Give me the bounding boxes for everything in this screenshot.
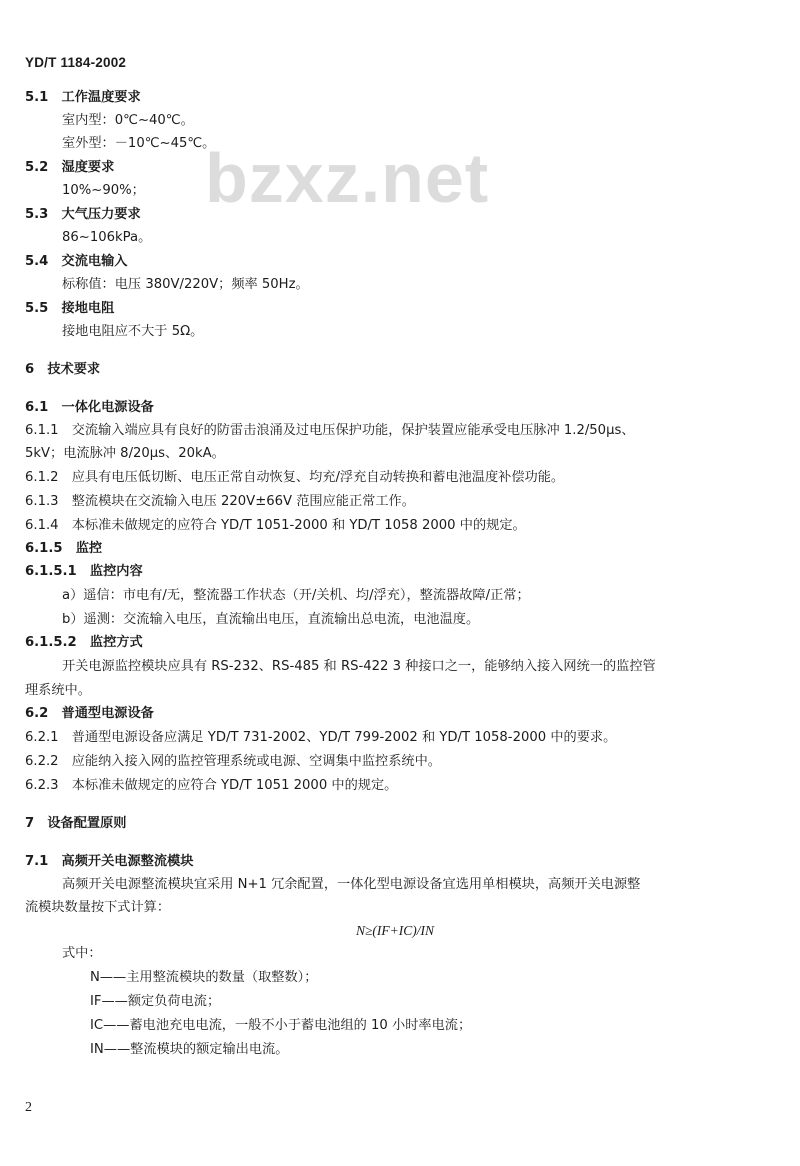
section-5-5-heading: 5.5 接地电阻: [25, 301, 115, 316]
section-5-3-heading: 5.3 大气压力要求: [25, 207, 141, 222]
grounding-line: 接地电阻应不大于 5Ω。: [62, 324, 204, 339]
section-5-1-heading: 5.1 工作温度要求: [25, 90, 141, 105]
clause-6-2-3: 6.2.3 本标准未做规定的应符合 YD/T 1051 2000 中的规定。: [25, 778, 398, 793]
clause-6-1-1-line-2: 5kV；电流脉冲 8/20μs、20kA。: [25, 446, 225, 461]
page-number: 2: [25, 1100, 32, 1115]
remote-measure-item: b）遥测：交流输入电压，直流输出电压，直流输出总电流，电池温度。: [62, 612, 480, 627]
variable-in-definition: IN——整流模块的额定输出电流。: [90, 1042, 289, 1057]
watermark-text: bzxz.net: [205, 139, 490, 217]
section-5-2-heading: 5.2 湿度要求: [25, 160, 115, 175]
clause-6-1-5-2-heading: 6.1.5.2 监控方式: [25, 635, 143, 650]
section-5-4-heading: 5.4 交流电输入: [25, 254, 128, 269]
clause-6-2-2: 6.2.2 应能纳入接入网的监控管理系统或电源、空调集中监控系统中。: [25, 754, 441, 769]
variable-n-definition: N——主用整流模块的数量（取整数）；: [90, 970, 318, 985]
clause-6-1-5-1-heading: 6.1.5.1 监控内容: [25, 564, 143, 579]
variable-if-definition: IF——额定负荷电流；: [90, 994, 221, 1009]
clause-6-1-4: 6.1.4 本标准未做规定的应符合 YD/T 1051-2000 和 YD/T 1058 2000 中的规定。: [25, 518, 526, 533]
clause-6-1-1-line-1: 6.1.1 交流输入端应具有良好的防雷击浪涌及过电压保护功能，保护装置应能承受电压脉冲 1.2/50μs、: [25, 423, 635, 438]
clause-6-1-3: 6.1.3 整流模块在交流输入电压 220V±66V 范围应能正常工作。: [25, 494, 415, 509]
clause-6-2-1: 6.2.1 普通型电源设备应满足 YD/T 731-2002、YD/T 799-2002 和 YD/T 1058-2000 中的要求。: [25, 730, 617, 745]
rectifier-count-formula: N≥(IF+IC)/IN: [356, 923, 435, 938]
monitoring-mode-line-2: 理系统中。: [25, 683, 91, 698]
ac-input-line: 标称值：电压 380V/220V；频率 50Hz。: [62, 277, 309, 292]
section-6-1-heading: 6.1 一体化电源设备: [25, 400, 154, 415]
section-6-heading: 6 技术要求: [25, 362, 101, 377]
clause-6-1-2: 6.1.2 应具有电压低切断、电压正常自动恢复、均充/浮充自动转换和蓄电池温度补偿功能。: [25, 470, 565, 485]
pressure-line: 86~106kPa。: [62, 230, 152, 245]
rectifier-paragraph-line-1: 高频开关电源整流模块宜采用 N+1 冗余配置，一体化型电源设备宜选用单相模块，高频开关电源整: [62, 877, 641, 892]
rectifier-paragraph-line-2: 流模块数量按下式计算：: [25, 900, 171, 915]
section-7-1-heading: 7.1 高频开关电源整流模块: [25, 854, 194, 869]
clause-6-1-5-heading: 6.1.5 监控: [25, 541, 103, 556]
outdoor-temperature-line: 室外型：－10℃~45℃。: [62, 136, 216, 151]
indoor-temperature-line: 室内型：0℃~40℃。: [62, 113, 194, 128]
monitoring-mode-line-1: 开关电源监控模块应具有 RS-232、RS-485 和 RS-422 3 种接口之一，能够纳入接入网统一的监控管: [62, 659, 656, 674]
section-7-heading: 7 设备配置原则: [25, 816, 127, 831]
section-6-2-heading: 6.2 普通型电源设备: [25, 706, 154, 721]
remote-signal-item: a）遥信：市电有/无，整流器工作状态（开/关机、均/浮充），整流器故障/正常；: [62, 588, 530, 603]
formula-where-label: 式中：: [62, 946, 102, 961]
standard-number: YD/T 1184-2002: [25, 55, 127, 70]
variable-ic-definition: IC——蓄电池充电电流，一般不小于蓄电池组的 10 小时率电流；: [90, 1018, 472, 1033]
humidity-line: 10%~90%；: [62, 183, 145, 198]
